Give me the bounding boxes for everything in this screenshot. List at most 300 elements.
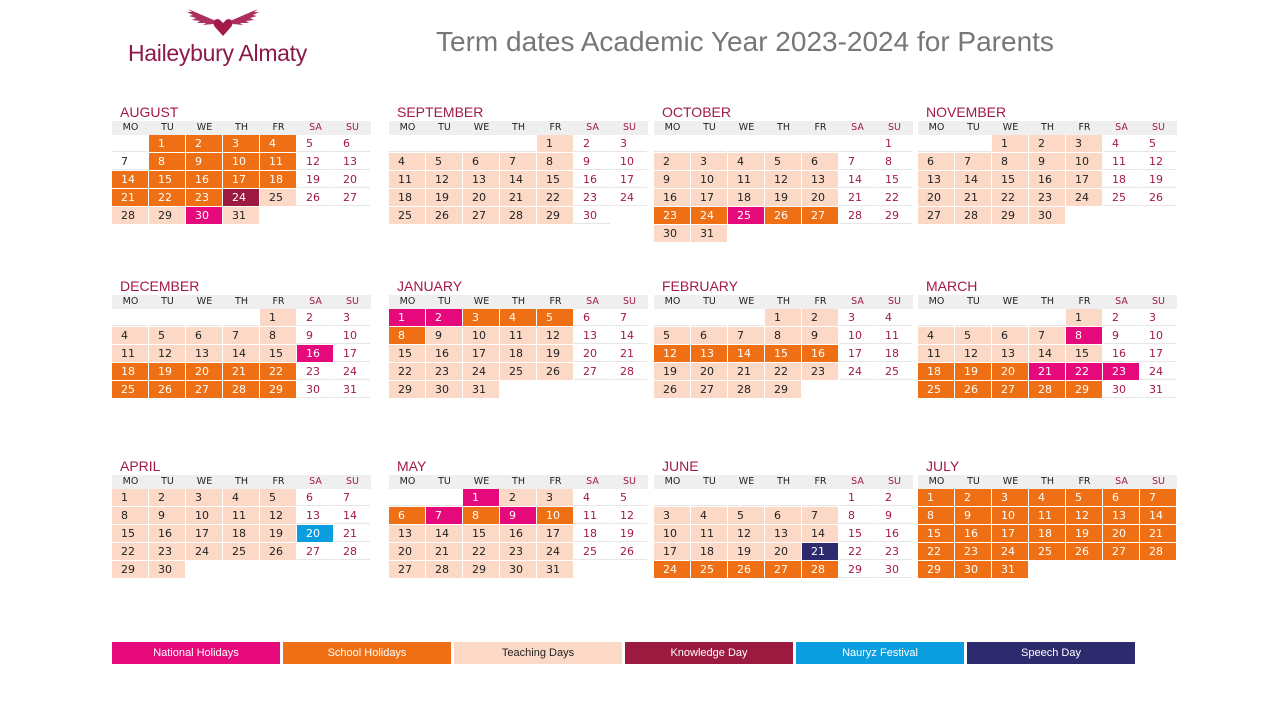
week-row xyxy=(112,543,371,561)
day-cell: 18 xyxy=(260,171,296,188)
week-row xyxy=(389,507,648,525)
day-cell: 22 xyxy=(537,189,573,206)
day-cell: 22 xyxy=(992,189,1028,206)
day-cell: 24 xyxy=(654,561,690,578)
day-cell: 5 xyxy=(426,153,462,170)
day-cell: 9 xyxy=(426,327,462,344)
weekday-label: WE xyxy=(738,476,755,487)
empty-cell xyxy=(611,561,647,578)
day-cell: 7 xyxy=(839,153,875,170)
day-cell: 4 xyxy=(112,327,148,344)
day-cell: 18 xyxy=(876,345,912,362)
day-cell: 16 xyxy=(574,171,610,188)
day-cell: 4 xyxy=(728,153,764,170)
day-cell: 23 xyxy=(955,543,991,560)
empty-cell xyxy=(802,489,838,506)
empty-cell xyxy=(297,561,333,578)
day-cell: 4 xyxy=(500,309,536,326)
day-cell: 13 xyxy=(389,525,425,542)
day-cell: 8 xyxy=(112,507,148,524)
day-cell: 9 xyxy=(802,327,838,344)
day-cell: 6 xyxy=(765,507,801,524)
weekday-label: FR xyxy=(1078,476,1091,487)
day-cell: 10 xyxy=(839,327,875,344)
day-cell: 30 xyxy=(186,207,222,224)
day-cell: 4 xyxy=(1029,489,1065,506)
month-august xyxy=(112,104,371,225)
week-row xyxy=(654,327,913,345)
day-cell: 2 xyxy=(500,489,536,506)
empty-cell xyxy=(654,309,690,326)
day-cell: 7 xyxy=(1029,327,1065,344)
day-cell: 25 xyxy=(876,363,912,380)
day-cell: 7 xyxy=(426,507,462,524)
day-cell: 8 xyxy=(149,153,185,170)
day-cell: 9 xyxy=(186,153,222,170)
day-cell: 22 xyxy=(918,543,954,560)
week-row xyxy=(389,381,648,399)
day-cell: 27 xyxy=(1103,543,1139,560)
weekday-label: SU xyxy=(346,122,359,133)
legend-item: National Holidays xyxy=(112,642,280,664)
weekday-label: TU xyxy=(703,296,716,307)
day-cell: 12 xyxy=(955,345,991,362)
day-cell: 24 xyxy=(537,543,573,560)
day-cell: 7 xyxy=(802,507,838,524)
day-cell: 2 xyxy=(802,309,838,326)
day-cell: 13 xyxy=(765,525,801,542)
day-cell: 23 xyxy=(500,543,536,560)
month-july xyxy=(918,458,1177,579)
school-logo xyxy=(128,6,328,68)
day-cell: 16 xyxy=(955,525,991,542)
day-cell: 8 xyxy=(876,153,912,170)
week-row xyxy=(654,381,913,399)
empty-cell xyxy=(260,561,296,578)
day-cell: 26 xyxy=(149,381,185,398)
day-cell: 14 xyxy=(426,525,462,542)
day-cell: 12 xyxy=(728,525,764,542)
week-row xyxy=(918,345,1177,363)
day-cell: 19 xyxy=(955,363,991,380)
day-cell: 29 xyxy=(149,207,185,224)
weekday-label: MO xyxy=(664,296,681,307)
weekday-label: TU xyxy=(438,476,451,487)
day-cell: 13 xyxy=(1103,507,1139,524)
day-cell: 15 xyxy=(463,525,499,542)
day-cell: 17 xyxy=(691,189,727,206)
day-cell: 24 xyxy=(691,207,727,224)
weekday-label: SA xyxy=(309,476,322,487)
day-cell: 5 xyxy=(1140,135,1176,152)
day-cell: 26 xyxy=(765,207,801,224)
day-cell: 3 xyxy=(1066,135,1102,152)
day-cell: 15 xyxy=(918,525,954,542)
day-cell: 3 xyxy=(1140,309,1176,326)
empty-cell xyxy=(765,225,801,242)
week-row xyxy=(918,489,1177,507)
week-row xyxy=(654,153,913,171)
weekday-label: SU xyxy=(623,476,636,487)
day-cell: 15 xyxy=(992,171,1028,188)
day-cell: 22 xyxy=(149,189,185,206)
month-name: JUNE xyxy=(662,458,699,474)
day-cell: 3 xyxy=(839,309,875,326)
day-cell: 2 xyxy=(149,489,185,506)
day-cell: 2 xyxy=(654,153,690,170)
day-cell: 26 xyxy=(537,363,573,380)
day-cell: 18 xyxy=(691,543,727,560)
empty-cell xyxy=(839,135,875,152)
day-cell: 25 xyxy=(1103,189,1139,206)
day-cell: 30 xyxy=(297,381,333,398)
day-cell: 9 xyxy=(149,507,185,524)
weekday-label: WE xyxy=(196,122,213,133)
day-cell: 5 xyxy=(260,489,296,506)
day-cell: 27 xyxy=(802,207,838,224)
empty-cell xyxy=(1066,207,1102,224)
day-cell: 23 xyxy=(802,363,838,380)
day-cell: 27 xyxy=(574,363,610,380)
day-cell: 11 xyxy=(876,327,912,344)
weekday-label: TU xyxy=(967,296,980,307)
day-cell: 22 xyxy=(765,363,801,380)
week-row xyxy=(112,189,371,207)
weekday-label: SA xyxy=(851,296,864,307)
day-cell: 11 xyxy=(918,345,954,362)
day-cell: 26 xyxy=(728,561,764,578)
day-cell: 4 xyxy=(1103,135,1139,152)
day-cell: 1 xyxy=(463,489,499,506)
weekday-label: TH xyxy=(777,296,790,307)
weekday-header xyxy=(918,121,1177,135)
day-cell: 10 xyxy=(223,153,259,170)
day-cell: 14 xyxy=(334,507,370,524)
day-cell: 6 xyxy=(297,489,333,506)
day-cell: 26 xyxy=(260,543,296,560)
week-row xyxy=(654,207,913,225)
weekday-label: SU xyxy=(888,122,901,133)
day-cell: 14 xyxy=(802,525,838,542)
weekday-header xyxy=(112,475,371,489)
day-cell: 3 xyxy=(691,153,727,170)
day-cell: 28 xyxy=(500,207,536,224)
day-cell: 15 xyxy=(537,171,573,188)
empty-cell xyxy=(691,309,727,326)
day-cell: 24 xyxy=(1066,189,1102,206)
weekday-label: SU xyxy=(888,296,901,307)
day-cell: 11 xyxy=(260,153,296,170)
weekday-label: TH xyxy=(1041,296,1054,307)
weekday-label: WE xyxy=(473,122,490,133)
day-cell: 18 xyxy=(728,189,764,206)
day-cell: 1 xyxy=(1066,309,1102,326)
day-cell: 7 xyxy=(334,489,370,506)
weekday-label: SA xyxy=(309,122,322,133)
day-cell: 13 xyxy=(992,345,1028,362)
day-cell: 14 xyxy=(1140,507,1176,524)
day-cell: 7 xyxy=(728,327,764,344)
legend xyxy=(112,642,1138,664)
day-cell: 5 xyxy=(654,327,690,344)
day-cell: 5 xyxy=(728,507,764,524)
weekday-label: WE xyxy=(473,476,490,487)
day-cell: 7 xyxy=(112,153,148,170)
week-row xyxy=(918,153,1177,171)
day-cell: 12 xyxy=(765,171,801,188)
weekday-label: TH xyxy=(1041,476,1054,487)
day-cell: 17 xyxy=(223,171,259,188)
day-cell: 16 xyxy=(149,525,185,542)
day-cell: 10 xyxy=(611,153,647,170)
day-cell: 19 xyxy=(765,189,801,206)
day-cell: 16 xyxy=(500,525,536,542)
day-cell: 8 xyxy=(537,153,573,170)
day-cell: 29 xyxy=(765,381,801,398)
day-cell: 3 xyxy=(992,489,1028,506)
day-cell: 18 xyxy=(1029,525,1065,542)
week-row xyxy=(654,507,913,525)
week-row xyxy=(654,489,913,507)
week-row xyxy=(918,171,1177,189)
empty-cell xyxy=(918,309,954,326)
week-row xyxy=(389,135,648,153)
day-cell: 11 xyxy=(223,507,259,524)
day-cell: 18 xyxy=(918,363,954,380)
weekday-label: TH xyxy=(235,476,248,487)
weekday-label: TU xyxy=(967,476,980,487)
weekday-label: WE xyxy=(738,296,755,307)
day-cell: 10 xyxy=(1140,327,1176,344)
day-cell: 19 xyxy=(426,189,462,206)
day-cell: 28 xyxy=(112,207,148,224)
weekday-label: SU xyxy=(1152,476,1165,487)
day-cell: 21 xyxy=(802,543,838,560)
day-cell: 13 xyxy=(691,345,727,362)
weekday-label: SU xyxy=(888,476,901,487)
day-cell: 8 xyxy=(839,507,875,524)
day-cell: 14 xyxy=(728,345,764,362)
day-cell: 16 xyxy=(1103,345,1139,362)
day-cell: 8 xyxy=(260,327,296,344)
day-cell: 15 xyxy=(765,345,801,362)
weekday-label: SU xyxy=(1152,122,1165,133)
day-cell: 2 xyxy=(955,489,991,506)
day-cell: 11 xyxy=(691,525,727,542)
day-cell: 10 xyxy=(992,507,1028,524)
week-row xyxy=(654,171,913,189)
weekday-label: WE xyxy=(196,296,213,307)
weekday-header xyxy=(654,121,913,135)
month-september xyxy=(389,104,648,225)
day-cell: 5 xyxy=(955,327,991,344)
day-cell: 28 xyxy=(839,207,875,224)
month-february xyxy=(654,278,913,399)
day-cell: 29 xyxy=(1066,381,1102,398)
day-cell: 17 xyxy=(611,171,647,188)
day-cell: 29 xyxy=(918,561,954,578)
weekday-label: WE xyxy=(738,122,755,133)
day-cell: 30 xyxy=(876,561,912,578)
month-name: MARCH xyxy=(926,278,978,294)
day-cell: 30 xyxy=(426,381,462,398)
day-cell: 17 xyxy=(463,345,499,362)
day-cell: 18 xyxy=(574,525,610,542)
day-cell: 16 xyxy=(426,345,462,362)
day-cell: 10 xyxy=(1066,153,1102,170)
day-cell: 6 xyxy=(186,327,222,344)
day-cell: 6 xyxy=(918,153,954,170)
day-cell: 12 xyxy=(654,345,690,362)
winged-heart-icon xyxy=(186,6,260,38)
empty-cell xyxy=(654,135,690,152)
empty-cell xyxy=(1103,561,1139,578)
day-cell: 15 xyxy=(839,525,875,542)
week-row xyxy=(654,189,913,207)
day-cell: 9 xyxy=(500,507,536,524)
day-cell: 21 xyxy=(1029,363,1065,380)
empty-cell xyxy=(574,561,610,578)
day-cell: 29 xyxy=(839,561,875,578)
day-cell: 9 xyxy=(1103,327,1139,344)
week-row xyxy=(654,561,913,579)
day-cell: 6 xyxy=(1103,489,1139,506)
weekday-label: WE xyxy=(1002,122,1019,133)
weekday-label: TH xyxy=(777,122,790,133)
day-cell: 26 xyxy=(654,381,690,398)
empty-cell xyxy=(876,381,912,398)
weekday-label: WE xyxy=(1002,296,1019,307)
week-row xyxy=(389,525,648,543)
empty-cell xyxy=(918,135,954,152)
weekday-label: WE xyxy=(196,476,213,487)
day-cell: 2 xyxy=(297,309,333,326)
day-cell: 1 xyxy=(149,135,185,152)
day-cell: 19 xyxy=(149,363,185,380)
day-cell: 2 xyxy=(574,135,610,152)
empty-cell xyxy=(728,489,764,506)
week-row xyxy=(389,327,648,345)
empty-cell xyxy=(1140,207,1176,224)
day-cell: 29 xyxy=(463,561,499,578)
day-cell: 6 xyxy=(574,309,610,326)
day-cell: 9 xyxy=(654,171,690,188)
day-cell: 8 xyxy=(389,327,425,344)
day-cell: 19 xyxy=(1140,171,1176,188)
week-row xyxy=(389,153,648,171)
day-cell: 25 xyxy=(223,543,259,560)
empty-cell xyxy=(389,135,425,152)
day-cell: 17 xyxy=(537,525,573,542)
week-row xyxy=(918,309,1177,327)
day-cell: 11 xyxy=(1103,153,1139,170)
day-cell: 20 xyxy=(691,363,727,380)
day-cell: 4 xyxy=(260,135,296,152)
week-row xyxy=(389,189,648,207)
day-cell: 13 xyxy=(297,507,333,524)
day-cell: 30 xyxy=(574,207,610,224)
weekday-label: TH xyxy=(235,296,248,307)
week-row xyxy=(654,525,913,543)
day-cell: 29 xyxy=(537,207,573,224)
day-cell: 23 xyxy=(426,363,462,380)
day-cell: 12 xyxy=(297,153,333,170)
week-row xyxy=(918,381,1177,399)
day-cell: 16 xyxy=(802,345,838,362)
weekday-label: MO xyxy=(928,476,945,487)
weekday-label: TH xyxy=(1041,122,1054,133)
day-cell: 3 xyxy=(223,135,259,152)
week-row xyxy=(389,489,648,507)
empty-cell xyxy=(691,489,727,506)
day-cell: 3 xyxy=(186,489,222,506)
empty-cell xyxy=(611,207,647,224)
weekday-label: FR xyxy=(549,122,562,133)
day-cell: 20 xyxy=(186,363,222,380)
day-cell: 22 xyxy=(389,363,425,380)
day-cell: 14 xyxy=(500,171,536,188)
weekday-label: FR xyxy=(1078,296,1091,307)
day-cell: 11 xyxy=(389,171,425,188)
empty-cell xyxy=(500,135,536,152)
day-cell: 29 xyxy=(992,207,1028,224)
day-cell: 15 xyxy=(260,345,296,362)
day-cell: 1 xyxy=(765,309,801,326)
month-june xyxy=(654,458,913,579)
weekday-label: MO xyxy=(928,296,945,307)
day-cell: 2 xyxy=(1029,135,1065,152)
day-cell: 14 xyxy=(839,171,875,188)
empty-cell xyxy=(112,135,148,152)
day-cell: 17 xyxy=(1140,345,1176,362)
weekday-label: TU xyxy=(438,122,451,133)
empty-cell xyxy=(223,309,259,326)
day-cell: 17 xyxy=(334,345,370,362)
weekday-label: SA xyxy=(851,476,864,487)
empty-cell xyxy=(1103,207,1139,224)
day-cell: 5 xyxy=(765,153,801,170)
day-cell: 15 xyxy=(149,171,185,188)
day-cell: 12 xyxy=(611,507,647,524)
day-cell: 24 xyxy=(223,189,259,206)
empty-cell xyxy=(728,135,764,152)
day-cell: 25 xyxy=(500,363,536,380)
day-cell: 26 xyxy=(955,381,991,398)
day-cell: 20 xyxy=(574,345,610,362)
week-row xyxy=(918,507,1177,525)
empty-cell xyxy=(691,135,727,152)
month-name: NOVEMBER xyxy=(926,104,1007,120)
day-cell: 20 xyxy=(463,189,499,206)
day-cell: 24 xyxy=(839,363,875,380)
weekday-label: MO xyxy=(664,476,681,487)
day-cell: 25 xyxy=(574,543,610,560)
week-row xyxy=(389,363,648,381)
day-cell: 27 xyxy=(297,543,333,560)
empty-cell xyxy=(611,381,647,398)
day-cell: 16 xyxy=(654,189,690,206)
day-cell: 17 xyxy=(839,345,875,362)
day-cell: 10 xyxy=(537,507,573,524)
day-cell: 31 xyxy=(691,225,727,242)
day-cell: 12 xyxy=(426,171,462,188)
day-cell: 27 xyxy=(389,561,425,578)
month-april xyxy=(112,458,371,579)
day-cell: 17 xyxy=(1066,171,1102,188)
day-cell: 1 xyxy=(537,135,573,152)
day-cell: 25 xyxy=(260,189,296,206)
empty-cell xyxy=(802,381,838,398)
